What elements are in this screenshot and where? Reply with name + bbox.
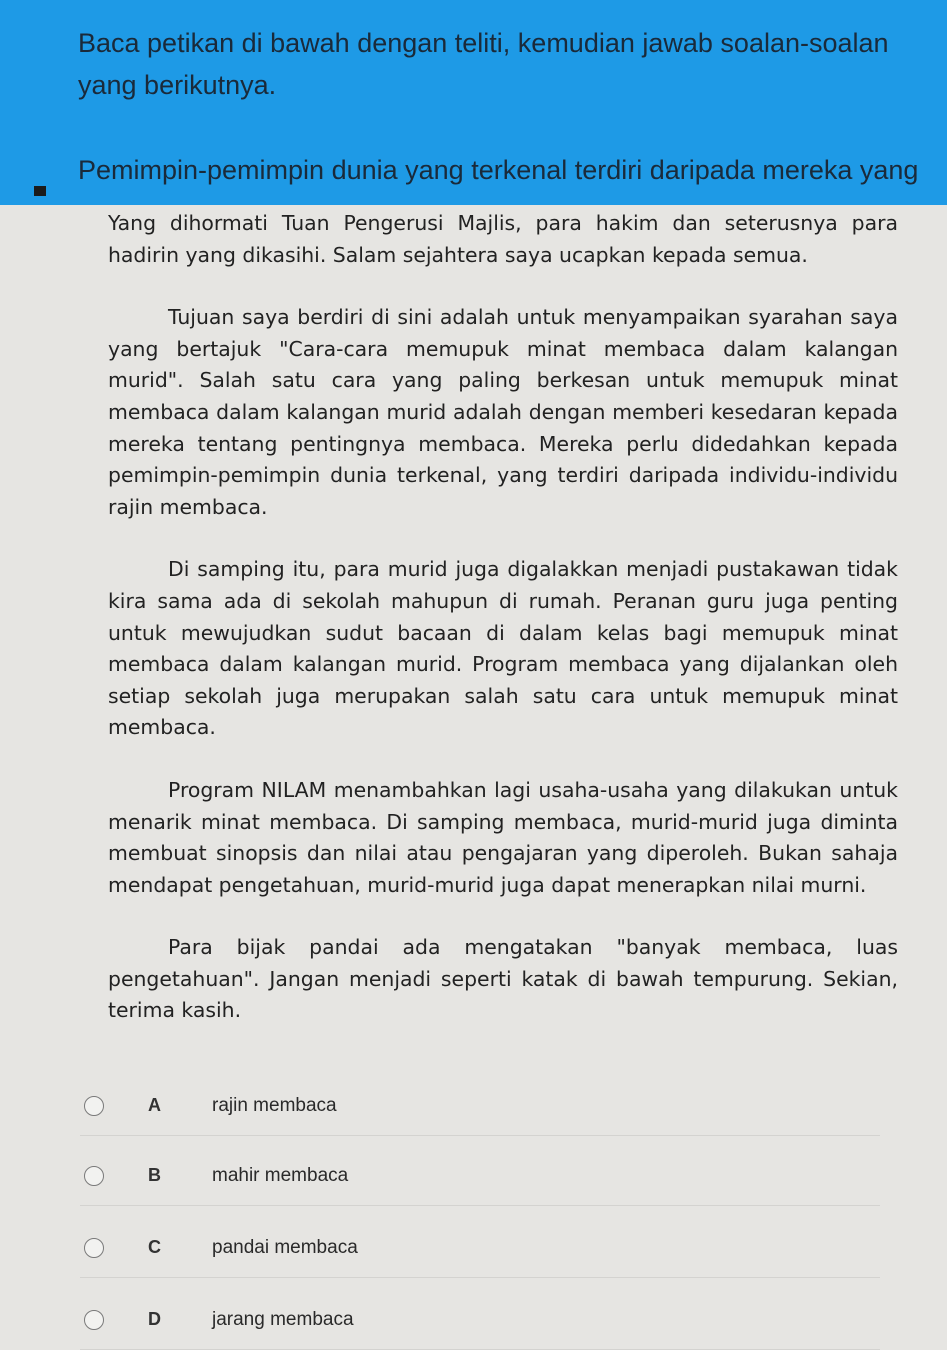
passage-paragraph-5: Para bijak pandai ada mengatakan "banyak membaca, luas pengetahuan". Jangan menjadi seperti katak di bawah tempurung. Sekian, terima kasih. — [108, 935, 898, 1023]
cursor-marker — [34, 186, 46, 196]
option-letter: A — [148, 1095, 161, 1115]
question-header — [0, 0, 947, 205]
passage-paragraph-3: Di samping itu, para murid juga digalakkan menjadi pustakawan tidak kira sama ada di sekolah mahupun di rumah. Peranan guru juga penting untuk mewujudkan sudut bacaan di dalam kelas bagi memupuk minat membaca dalam kalangan murid. Program membaca yang dijalankan oleh setiap sekolah juga merupakan salah satu cara untuk memupuk minat membaca. — [108, 557, 898, 740]
radio-button-icon[interactable] — [84, 1166, 104, 1186]
option-text: rajin membaca — [212, 1094, 337, 1116]
radio-button-icon[interactable] — [84, 1238, 104, 1258]
option-d[interactable] — [80, 1290, 880, 1350]
option-letter: D — [148, 1309, 161, 1329]
option-a[interactable] — [80, 1076, 880, 1136]
radio-button-icon[interactable] — [84, 1096, 104, 1116]
passage-paragraph-1: Yang dihormati Tuan Pengerusi Majlis, para hakim dan seterusnya para hadirin yang dikasihi. Salam sejahtera saya ucapkan kepada semua. — [108, 211, 898, 267]
instruction-text: Baca petikan di bawah dengan teliti, kemudian jawab soalan-soalan yang berikutnya. — [78, 28, 889, 100]
option-text: mahir membaca — [212, 1164, 349, 1186]
option-c[interactable] — [80, 1218, 880, 1278]
option-letter: C — [148, 1237, 161, 1257]
passage-paragraph-2: Tujuan saya berdiri di sini adalah untuk menyampaikan syarahan saya yang bertajuk "Cara-cara memupuk minat membaca dalam kalangan murid". Salah satu cara yang paling berkesan untuk memupuk minat membaca dalam kalangan murid adalah dengan memberi kesedaran kepada mereka tentang pentingnya membaca. Mereka perlu didedahkan kepada pemimpin-pemimpin dunia terkenal, yang terdiri daripada individu-individu rajin membaca. — [108, 305, 898, 519]
option-text: jarang membaca — [212, 1308, 354, 1330]
option-b[interactable] — [80, 1146, 880, 1206]
question-stem: Pemimpin-pemimpin dunia yang terkenal terdiri daripada mereka yang — [78, 155, 919, 185]
radio-button-icon[interactable] — [84, 1310, 104, 1330]
option-letter: B — [148, 1165, 161, 1185]
option-text: pandai membaca — [212, 1236, 358, 1258]
passage-paragraph-4: Program NILAM menambahkan lagi usaha-usaha yang dilakukan untuk menarik minat membaca. Di samping membaca, murid-murid juga diminta membuat sinopsis dan nilai atau pengajaran yang diperoleh. Bukan sahaja mendapat pengetahuan, murid-murid juga dapat menerapkan nilai murni. — [108, 777, 898, 897]
reading-passage — [108, 208, 898, 1058]
